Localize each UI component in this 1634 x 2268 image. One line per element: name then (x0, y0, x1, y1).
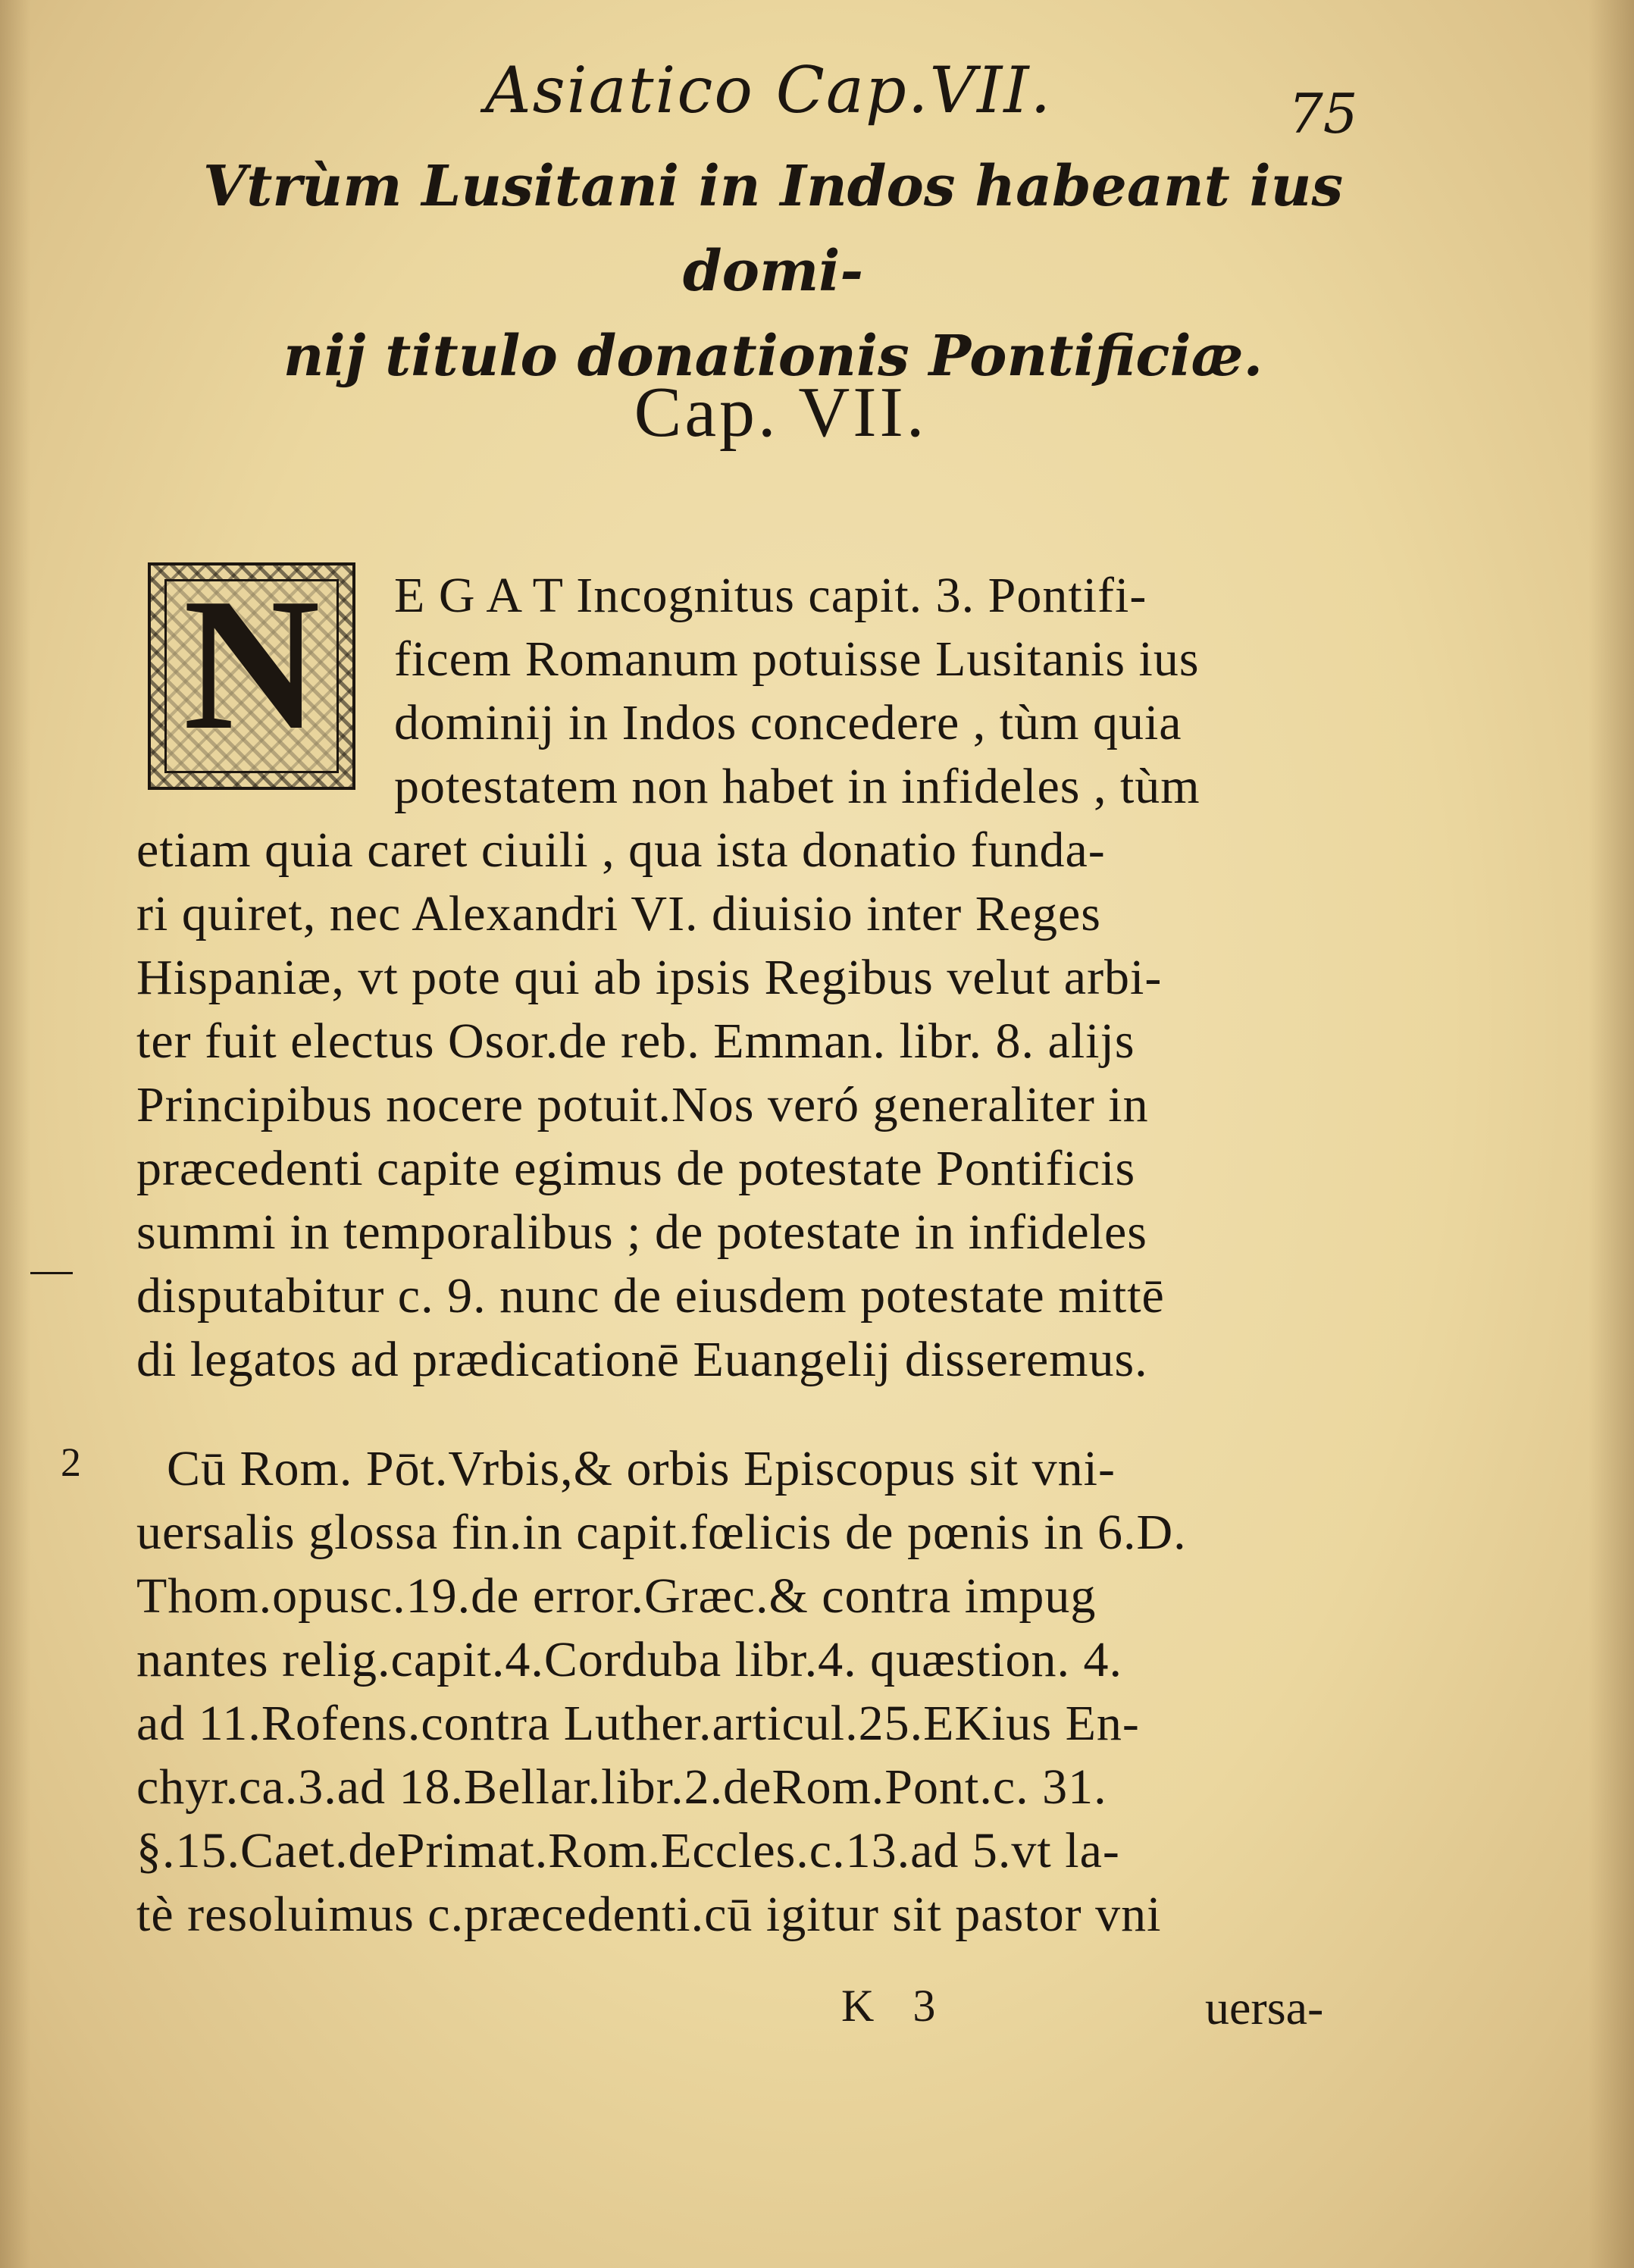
body-line: Thom.opusc.19.de error.Græc.& contra impug (136, 1568, 1097, 1624)
running-head: Asiatico Cap.VII. (485, 53, 1053, 127)
chapter-title-line: nij titulo donationis Pontificiæ. (283, 324, 1263, 389)
body-line: ter fuit electus Osor.de reb. Emman. libr. 8. alijs (136, 1013, 1135, 1069)
body-line: dominij in Indos concedere , tùm quia (394, 695, 1182, 750)
page-number: 75 (1288, 82, 1358, 146)
body-line: potestatem non habet in infideles , tùm (394, 759, 1200, 814)
body-line: di legatos ad prædicationē Euangelij disseremus. (136, 1332, 1148, 1387)
chapter-heading: Cap. VII. (634, 373, 928, 452)
body-line: ficem Romanum potuisse Lusitanis ius (394, 631, 1200, 687)
catchword: uersa- (1205, 1981, 1324, 2035)
body-line: præcedenti capite egimus de potestate Pontificis (136, 1141, 1136, 1196)
body-line: etiam quia caret ciuili , qua ista donatio funda- (136, 822, 1106, 878)
body-line: ad 11.Rofens.contra Luther.articul.25.EKius En- (136, 1696, 1140, 1751)
body-line: summi in temporalibus ; de potestate in infideles (136, 1204, 1147, 1260)
body-line: Cū Rom. Pōt.Vrbis,& orbis Episcopus sit vni- (167, 1441, 1116, 1496)
body-line: uersalis glossa fin.in capit.fœlicis de pœnis in 6.D. (136, 1505, 1187, 1560)
body-line: nantes relig.capit.4.Corduba libr.4. quæstion. 4. (136, 1632, 1123, 1687)
signature-mark: K 3 (841, 1981, 950, 2031)
margin-section-number: 2 (61, 1439, 81, 1485)
page-edge-shadow (1589, 0, 1634, 2268)
decorated-initial (148, 559, 355, 790)
body-line: Principibus nocere potuit.Nos veró generaliter in (136, 1077, 1149, 1132)
chapter-title (152, 144, 1395, 399)
body-line: E G A T Incognitus capit. 3. Pontifi- (394, 568, 1147, 623)
page-gutter-shadow (0, 0, 30, 2268)
initial-letter: N (183, 559, 321, 769)
body-line: Hispaniæ, vt pote qui ab ipsis Regibus velut arbi- (136, 950, 1163, 1005)
body-line: ri quiret, nec Alexandri VI. diuisio inter Reges (136, 886, 1101, 941)
body-line: chyr.ca.3.ad 18.Bellar.libr.2.deRom.Pont.c. 31. (136, 1759, 1107, 1815)
margin-tick-mark (30, 1272, 73, 1274)
chapter-title-line: Vtrùm Lusitani in Indos habeant ius domi- (202, 154, 1344, 304)
body-line: disputabitur c. 9. nunc de eiusdem potestate mittē (136, 1268, 1165, 1324)
body-line: §.15.Caet.dePrimat.Rom.Eccles.c.13.ad 5.vt la- (136, 1823, 1120, 1878)
body-line: tè resoluimus c.præcedenti.cū igitur sit pastor vni (136, 1887, 1162, 1942)
